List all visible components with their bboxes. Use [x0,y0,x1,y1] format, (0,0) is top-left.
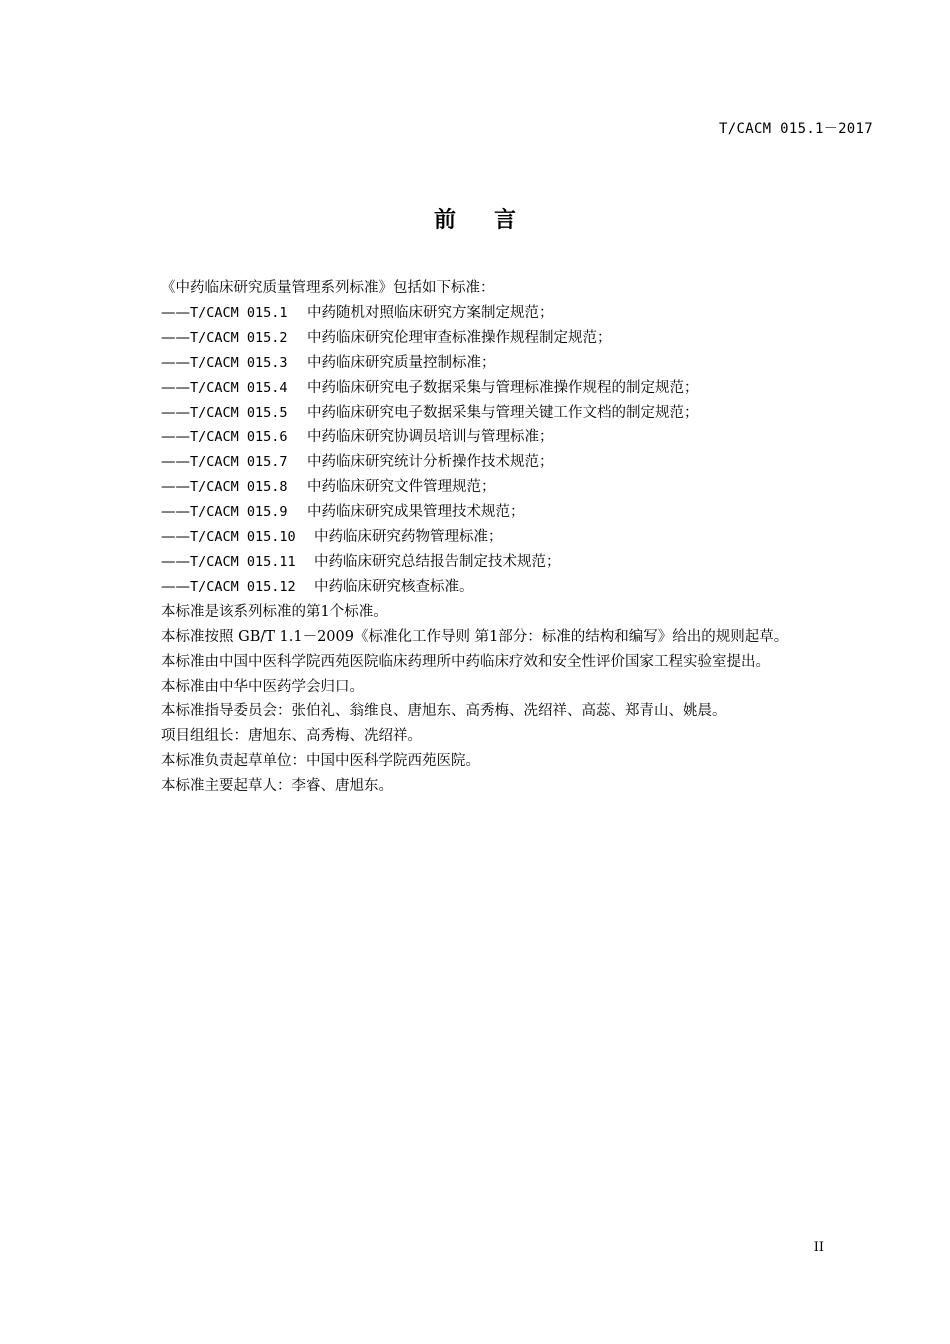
steering-committee-paragraph: 本标准指导委员会：张伯礼、翁维良、唐旭东、高秀梅、冼绍祥、高蕊、郑青山、姚晨。 [161,703,727,720]
standard-code: T/CACM 015.3 [190,354,288,371]
list-item [119,401,831,426]
list-item [119,326,831,351]
dash-prefix: —— [161,429,190,446]
standard-name: 中药临床研究药物管理标准； [314,529,503,546]
dash-prefix: —— [161,404,190,421]
intro-paragraph: 《中药临床研究质量管理系列标准》包括如下标准： [161,280,495,296]
list-item [119,525,831,550]
standard-code: T/CACM 015.11 [190,553,296,570]
standard-name: 中药随机对照临床研究方案制定规范； [307,304,554,321]
standard-code: T/CACM 015.8 [190,479,288,496]
standard-code: T/CACM 015.5 [190,404,288,421]
dash-prefix: —— [161,329,190,346]
dash-prefix: —— [161,504,190,521]
standards-list [119,301,831,600]
dash-prefix: —— [161,553,190,570]
project-leader-paragraph: 项目组组长：唐旭东、高秀梅、冼绍祥。 [161,728,422,745]
drafting-unit-paragraph: 本标准负责起草单位：中国中医科学院西苑医院。 [161,753,480,770]
page-title: 前言 [433,208,554,233]
list-item [119,575,831,600]
dash-prefix: —— [161,304,190,321]
standard-name: 中药临床研究电子数据采集与管理标准操作规程的制定规范； [307,379,699,396]
standard-name: 中药临床研究电子数据采集与管理关键工作文档的制定规范； [307,404,699,421]
list-item [119,450,831,475]
standard-code: T/CACM 015.4 [190,379,288,396]
standard-name: 中药临床研究文件管理规范； [307,479,496,496]
standard-name: 中药临床研究统计分析操作技术规范； [307,454,554,471]
dash-prefix: —— [161,529,190,546]
list-item [119,475,831,500]
standard-code: T/CACM 015.6 [190,429,288,446]
standard-code: T/CACM 015.1 [190,304,288,321]
dash-prefix: —— [161,479,190,496]
standard-code: T/CACM 015.10 [190,529,296,546]
main-drafters-paragraph: 本标准主要起草人：李睿、唐旭东。 [161,778,393,795]
dash-prefix: —— [161,454,190,471]
standard-code: T/CACM 015.9 [190,504,288,521]
standard-name: 中药临床研究伦理审查标准操作规程制定规范； [307,329,612,346]
foreword-body [119,276,831,799]
standard-code: T/CACM 015.12 [190,578,296,595]
proposer-paragraph: 本标准由中国中医科学院西苑医院临床药理所中药临床疗效和安全性评价国家工程实验室提出。 [161,653,770,670]
dash-prefix: —— [161,354,190,371]
list-item [119,500,831,525]
page-number: II [813,1240,824,1255]
standard-name: 中药临床研究核查标准。 [314,578,474,595]
dash-prefix: —— [161,379,190,396]
series-position-paragraph: 本标准是该系列标准的第1个标准。 [161,603,388,620]
standard-name: 中药临床研究总结报告制定技术规范； [314,553,561,570]
drafting-rules-paragraph: 本标准按照 GB/T 1.1－2009《标准化工作导则 第1部分：标准的结构和编写》给出的规则起草。 [161,628,789,645]
list-item [119,301,831,326]
list-item [119,376,831,401]
centralized-management-paragraph: 本标准由中华中医药学会归口。 [161,678,364,695]
dash-prefix: —— [161,578,190,595]
standard-name: 中药临床研究质量控制标准； [307,354,496,371]
standard-code: T/CACM 015.7 [190,454,288,471]
standard-name: 中药临床研究协调员培训与管理标准； [307,429,554,446]
list-item [119,550,831,575]
list-item [119,351,831,376]
list-item [119,425,831,450]
standard-code: T/CACM 015.2 [190,329,288,346]
document-code: T/CACM 015.1－2017 [719,121,873,137]
standard-name: 中药临床研究成果管理技术规范； [307,504,525,521]
